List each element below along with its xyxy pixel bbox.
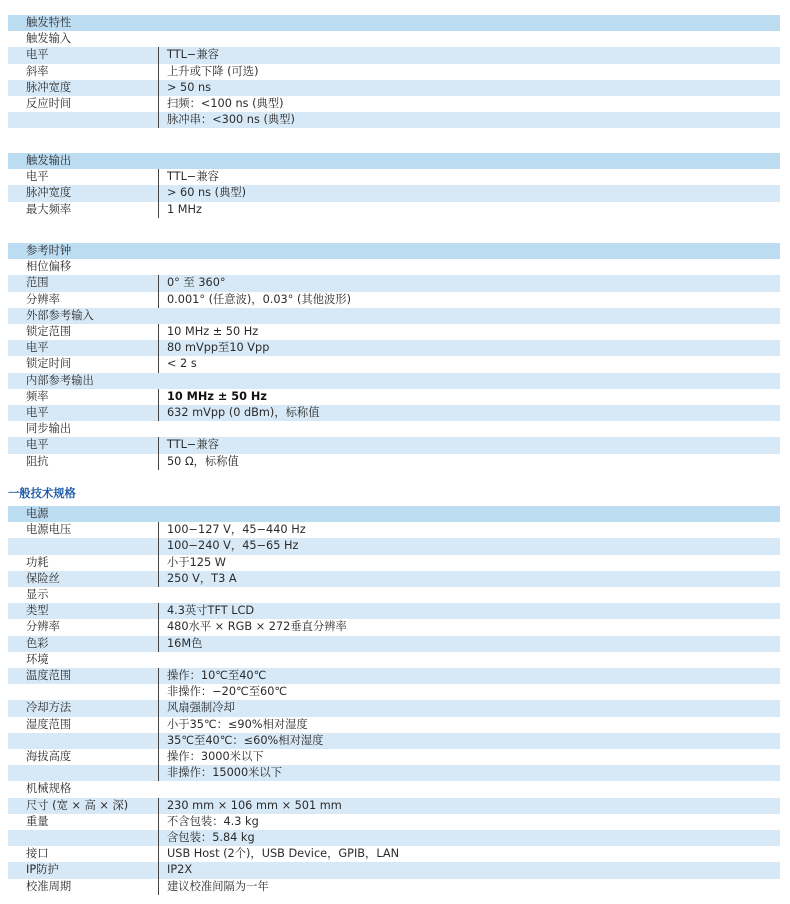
- section-label: 环境: [26, 652, 49, 666]
- spec-row: [8, 814, 780, 830]
- spec-value: 扫频：<100 ns (典型): [158, 96, 284, 112]
- spec-label: 斜率: [26, 64, 49, 78]
- spec-value: TTL−兼容: [158, 169, 219, 185]
- spec-value: 1 MHz: [158, 202, 202, 218]
- subsection-row: [8, 259, 780, 275]
- spec-label: 功耗: [26, 555, 49, 569]
- spec-row: [8, 275, 780, 291]
- section-label: 触发特性: [26, 16, 72, 29]
- section-label: 显示: [26, 588, 49, 601]
- spec-row: [8, 340, 780, 356]
- spec-value: 230 mm × 106 mm × 501 mm: [158, 798, 342, 814]
- spec-label: 脉冲宽度: [26, 80, 72, 94]
- spec-row: [8, 64, 780, 80]
- spec-value: 上升或下降 (可选): [158, 64, 259, 80]
- spec-value: 632 mVpp (0 dBm)，标称值: [158, 405, 320, 421]
- spec-value: 操作：10℃至40℃: [158, 668, 266, 684]
- spec-label: 电平: [26, 438, 49, 452]
- spec-row: [8, 292, 780, 308]
- spec-value: 操作：3000米以下: [158, 749, 264, 765]
- subsection-row: [8, 652, 780, 668]
- spec-value: 50 Ω，标称值: [158, 454, 239, 470]
- spec-value: 100−240 V，45−65 Hz: [158, 538, 298, 554]
- spec-label: 分辨率: [26, 292, 60, 306]
- spec-label: 电平: [26, 341, 49, 355]
- spec-value: > 50 ns: [158, 80, 211, 96]
- spec-value: 10 MHz ± 50 Hz: [158, 324, 258, 340]
- section-label: 触发输入: [26, 32, 72, 46]
- spec-value: 80 mVpp至10 Vpp: [158, 340, 269, 356]
- spec-value: 4.3英寸TFT LCD: [158, 603, 254, 619]
- spec-row: [8, 879, 780, 895]
- section-label: 外部参考输入: [26, 308, 94, 322]
- spec-label: 冷却方法: [26, 701, 72, 715]
- spec-row: [8, 684, 780, 700]
- spec-row: [8, 389, 780, 405]
- spec-value: 含包装：5.84 kg: [158, 830, 255, 846]
- spec-row: [8, 636, 780, 652]
- spec-label: 湿度范围: [26, 717, 72, 731]
- spec-row: [8, 830, 780, 846]
- spec-value: 0.001° (任意波)，0.03° (其他波形): [158, 292, 351, 308]
- spec-row: [8, 169, 780, 185]
- spec-label: 接口: [26, 847, 49, 861]
- spec-row: [8, 522, 780, 538]
- spec-label: 阻抗: [26, 454, 49, 468]
- spec-label: IP防护: [26, 863, 59, 877]
- spec-label: 色彩: [26, 636, 49, 650]
- section-label: 电源: [26, 507, 49, 520]
- spec-value: 非操作：15000米以下: [158, 765, 282, 781]
- subsection-row: [8, 373, 780, 389]
- spec-value: 小于35℃：≤90%相对湿度: [158, 717, 308, 733]
- spec-label: 校准周期: [26, 879, 72, 893]
- spec-value: USB Host (2个)，USB Device，GPIB，LAN: [158, 846, 399, 862]
- spec-row: [8, 185, 780, 201]
- spec-row: [8, 405, 780, 421]
- spec-value: 风扇强制冷却: [158, 700, 235, 716]
- spec-label: 频率: [26, 389, 49, 403]
- spec-row: [8, 765, 780, 781]
- subsection-row: [8, 308, 780, 324]
- spec-row: [8, 437, 780, 453]
- spec-row: [8, 571, 780, 587]
- spec-label: 分辨率: [26, 620, 60, 634]
- spec-row: [8, 619, 780, 635]
- spec-label: 类型: [26, 604, 49, 618]
- spec-value: TTL−兼容: [158, 47, 219, 63]
- spec-row: [8, 733, 780, 749]
- spec-value: IP2X: [158, 862, 192, 878]
- spec-label: 电平: [26, 48, 49, 62]
- section-label: 参考时钟: [26, 244, 72, 257]
- section-label: 相位偏移: [26, 260, 72, 274]
- spec-label: 海拔高度: [26, 750, 72, 763]
- spec-value: 0° 至 360°: [158, 275, 226, 291]
- subsection-row: [8, 781, 780, 797]
- spec-row: [8, 555, 780, 571]
- spec-label: 电源电压: [26, 523, 72, 537]
- spec-row: [8, 603, 780, 619]
- section-label: 机械规格: [26, 782, 72, 796]
- spec-label: 最大频率: [26, 202, 72, 216]
- spec-row: [8, 749, 780, 765]
- spec-row: [8, 324, 780, 340]
- section-header-row: [8, 153, 780, 169]
- spec-label: 锁定范围: [26, 325, 72, 338]
- spec-label: 锁定时间: [26, 357, 72, 371]
- spec-label: 范围: [26, 276, 49, 290]
- spec-value: 建议校准间隔为一年: [158, 879, 269, 895]
- spec-label: 反应时间: [26, 97, 72, 110]
- spec-value: 100−127 V，45−440 Hz: [158, 522, 306, 538]
- spec-value: 480水平 × RGB × 272垂直分辨率: [158, 619, 347, 635]
- subsection-row: [8, 587, 780, 603]
- spec-value: < 2 s: [158, 356, 197, 372]
- spec-value: 非操作：−20℃至60℃: [158, 684, 287, 700]
- spec-label: 重量: [26, 814, 49, 828]
- spec-row: [8, 538, 780, 554]
- subsection-row: [8, 421, 780, 437]
- spec-value: 脉冲串：<300 ns (典型): [158, 112, 295, 128]
- spec-label: 电平: [26, 406, 49, 419]
- spec-value: 16M色: [158, 636, 202, 652]
- spec-row: [8, 798, 780, 814]
- spec-value: 不含包装：4.3 kg: [158, 814, 259, 830]
- section-header-row: [8, 15, 780, 31]
- spec-row: [8, 112, 780, 128]
- spec-value: TTL−兼容: [158, 437, 219, 453]
- spec-label: 温度范围: [26, 669, 72, 682]
- spec-row: [8, 454, 780, 470]
- subsection-row: [8, 31, 780, 47]
- section-label: 触发输出: [26, 154, 72, 167]
- section-header-row: [8, 506, 780, 522]
- spec-row: [8, 846, 780, 862]
- spec-value: 小于125 W: [158, 555, 226, 571]
- spec-row: [8, 47, 780, 63]
- spec-row: [8, 700, 780, 716]
- spec-label: 脉冲宽度: [26, 186, 72, 200]
- spec-row: [8, 202, 780, 218]
- spec-value: 250 V，T3 A: [158, 571, 237, 587]
- spec-row: [8, 668, 780, 684]
- section-header-row: [8, 243, 780, 259]
- spec-label: 保险丝: [26, 571, 60, 585]
- spec-row: [8, 717, 780, 733]
- spec-row: [8, 96, 780, 112]
- spec-label: 电平: [26, 170, 49, 184]
- spec-value: > 60 ns (典型): [158, 185, 246, 201]
- spec-row: [8, 862, 780, 878]
- section-label: 同步输出: [26, 422, 72, 436]
- section-title: 一般技术规格: [8, 487, 76, 500]
- spec-value: 10 MHz ± 50 Hz: [158, 389, 267, 405]
- spec-value: 35℃至40℃：≤60%相对湿度: [158, 733, 323, 749]
- spec-row: [8, 80, 780, 96]
- spec-label: 尺寸 (宽 × 高 × 深): [26, 798, 129, 812]
- section-label: 内部参考输出: [26, 373, 94, 387]
- spec-row: [8, 356, 780, 372]
